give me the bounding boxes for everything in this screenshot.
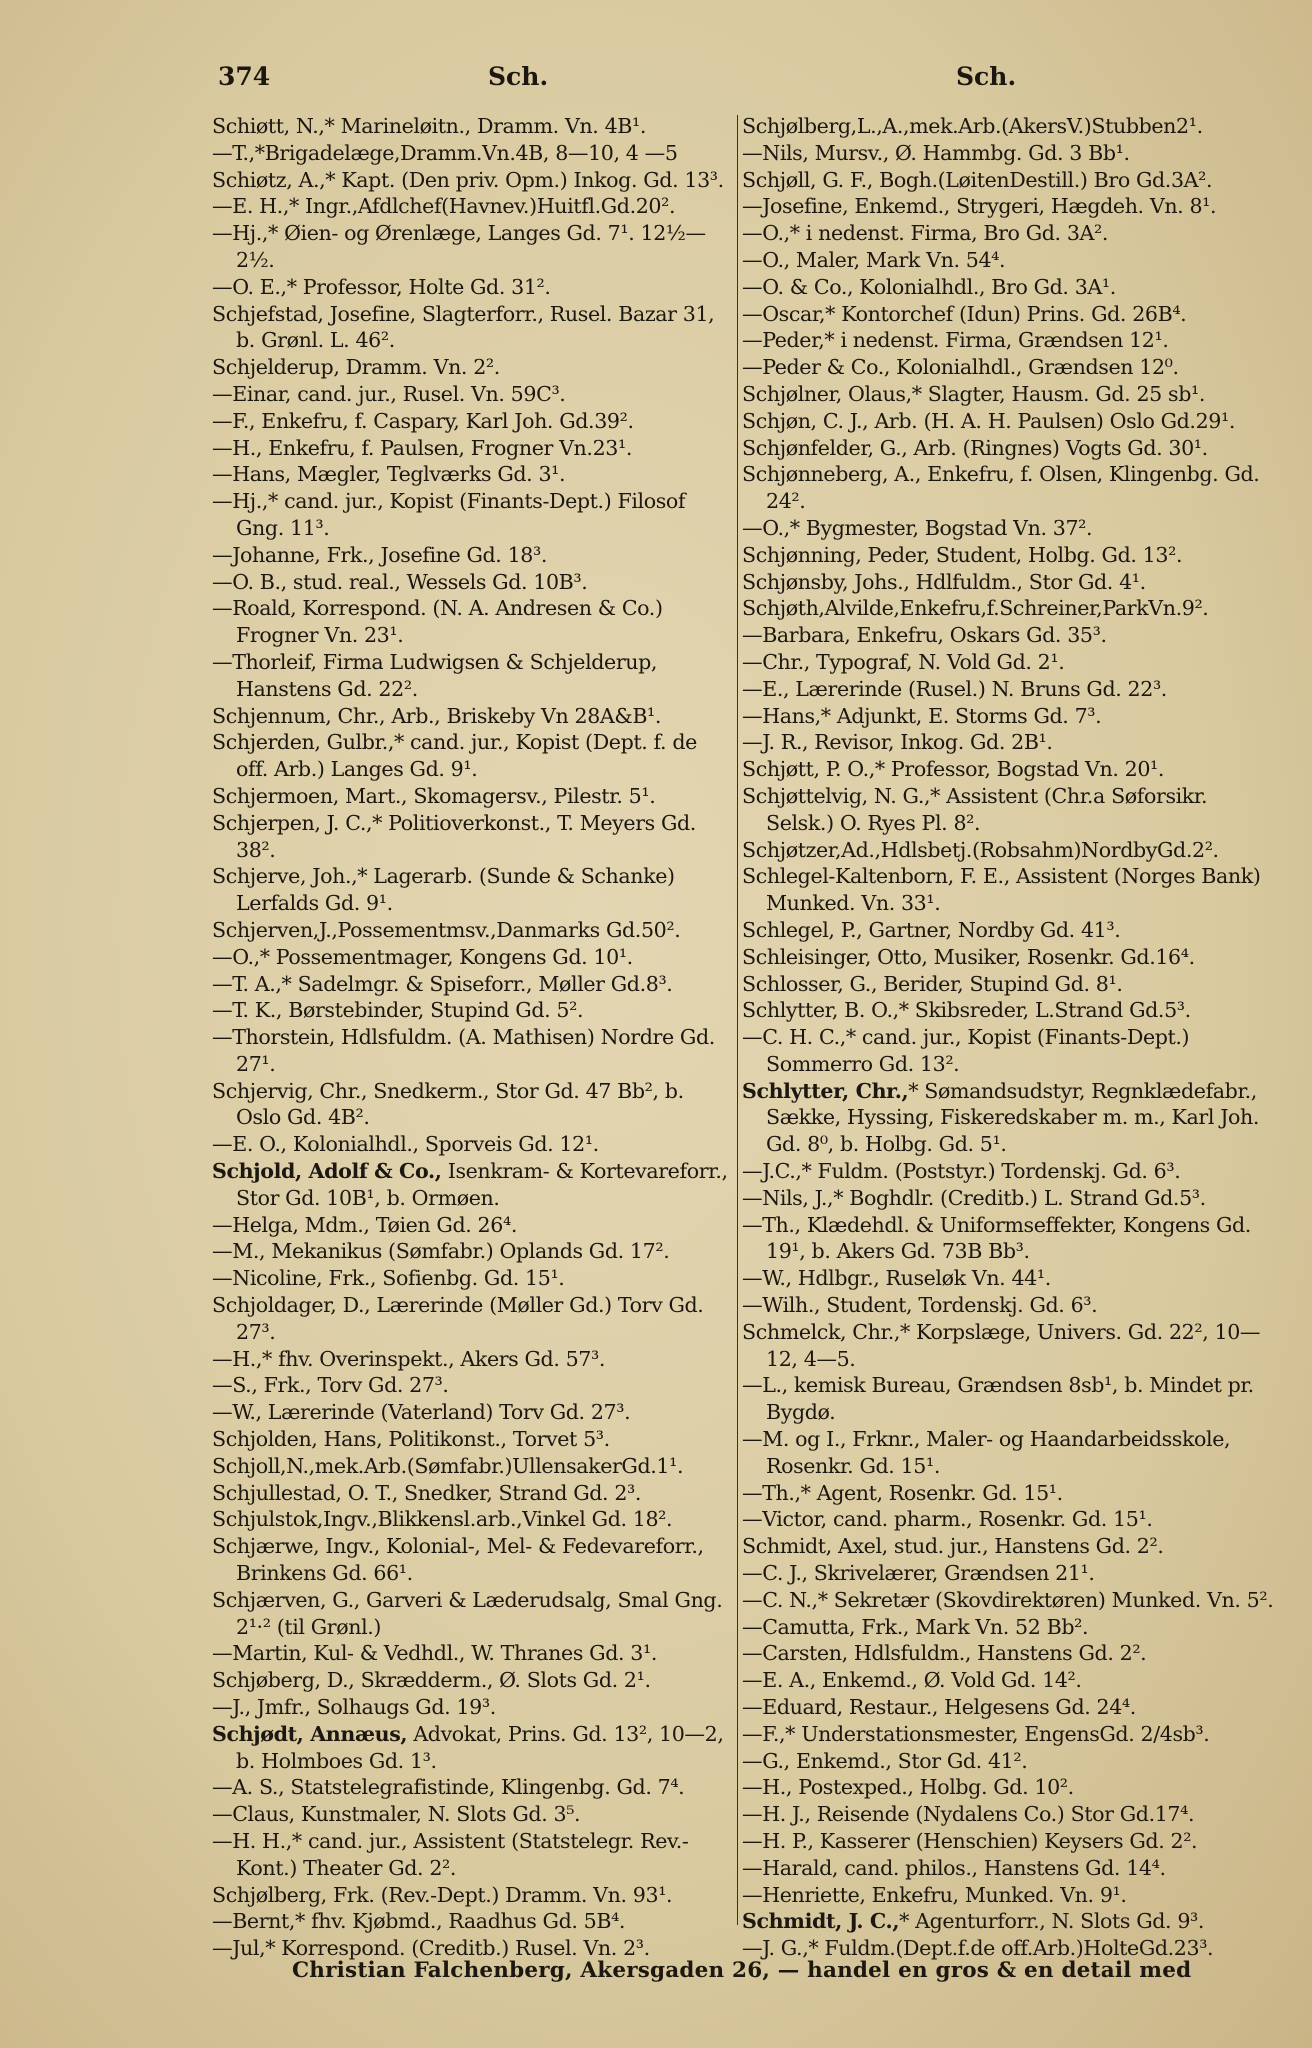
directory-entry: —E., Lærerinde (Rusel.) N. Bruns Gd. 22³. <box>742 676 1167 701</box>
directory-entry: —S., Frk., Torv Gd. 27³. <box>212 1373 449 1398</box>
directory-entry: Schiøtt, N.,* Marineløitn., Dramm. Vn. 4B¹. <box>212 114 647 138</box>
directory-entry: Schmidt, J. C.,* Agenturforr., N. Slots Gd. 9³. <box>742 1909 1205 1934</box>
directory-entry: —Thorstein, Hdlsfuldm. (A. Mathisen) Nordre Gd. 27¹. <box>212 1025 715 1076</box>
directory-entry: —O. E.,* Professor, Holte Gd. 31². <box>212 274 551 299</box>
directory-entry: Schjerve, Joh.,* Lagerarb. (Sunde & Schanke) Lerfalds Gd. 9¹. <box>212 864 675 916</box>
right-column <box>742 113 1278 1962</box>
directory-entry: —Henriette, Enkefru, Munked. Vn. 9¹. <box>742 1882 1127 1907</box>
directory-entry: —T. A.,* Sadelmgr. & Spiseforr., Møller Gd.8³. <box>212 971 673 996</box>
directory-entry: Schjølner, Olaus,* Slagter, Hausm. Gd. 25 sb¹. <box>742 381 1205 406</box>
directory-entry: Schjerden, Gulbr.,* cand. jur., Kopist (Dept. f. de off. Arb.) Langes Gd. 9¹. <box>212 730 697 782</box>
directory-entry: —Einar, cand. jur., Rusel. Vn. 59C³. <box>212 381 566 406</box>
directory-entry: Schjøtt, P. O.,* Professor, Bogstad Vn. 20¹. <box>742 757 1165 782</box>
directory-entry: Schlegel, P., Gartner, Nordby Gd. 41³. <box>742 917 1121 942</box>
directory-entry: Schjøll, G. F., Bogh.(LøitenDestill.) Bro Gd.3A². <box>742 167 1213 192</box>
directory-entry: —Victor, cand. pharm., Rosenkr. Gd. 15¹. <box>742 1507 1153 1532</box>
directory-entry: Schlosser, G., Berider, Stupind Gd. 8¹. <box>742 971 1123 996</box>
directory-entry: —Th., Klædehdl. & Uniformseffekter, Kongens Gd. 19¹, b. Akers Gd. 73B Bb³. <box>742 1212 1251 1264</box>
directory-entry: —A. S., Statstelegrafistinde, Klingenbg. Gd. 7⁴. <box>212 1775 685 1800</box>
page-header <box>0 52 1312 102</box>
directory-entry: —H., Postexped., Holbg. Gd. 10². <box>742 1775 1074 1800</box>
directory-entry: Schleisinger, Otto, Musiker, Rosenkr. Gd.16⁴. <box>742 944 1195 969</box>
directory-entry: —C. J., Skrivelærer, Grændsen 21¹. <box>742 1561 1095 1586</box>
directory-entry: —J.C.,* Fuldm. (Poststyr.) Tordenskj. Gd. 6³. <box>742 1159 1181 1184</box>
directory-entry: —H., Enkefru, f. Paulsen, Frogner Vn.23¹. <box>212 435 632 460</box>
directory-entry: —Martin, Kul- & Vedhdl., W. Thranes Gd. 3¹. <box>212 1641 657 1666</box>
directory-entry: Schjøberg, D., Skrædderm., Ø. Slots Gd. 2¹. <box>212 1668 651 1693</box>
directory-entry: —L., kemisk Bureau, Grændsen 8sb¹, b. Mindet pr. Bygdø. <box>742 1373 1254 1425</box>
directory-entry: —W., Hdlbgr., Ruseløk Vn. 44¹. <box>742 1266 1051 1291</box>
directory-entry: Schjoll,N.,mek.Arb.(Sømfabr.)UllensakerGd.1¹. <box>212 1453 684 1478</box>
directory-entry: —Oscar,* Kontorchef (Idun) Prins. Gd. 26B⁴. <box>742 301 1187 326</box>
entry-bold-name: Schjødt, Annæus, <box>212 1721 408 1746</box>
directory-entry: Schjennum, Chr., Arb., Briskeby Vn 28A&B¹. <box>212 703 662 728</box>
directory-entry: —H.,* fhv. Overinspekt., Akers Gd. 57³. <box>212 1346 606 1371</box>
directory-entry: Schjelderup, Dramm. Vn. 2². <box>212 355 500 380</box>
directory-entry: Schlegel-Kaltenborn, F. E., Assistent (Norges Bank) Munked. Vn. 33¹. <box>742 864 1261 916</box>
directory-entry: Schjefstad, Josefine, Slagterforr., Rusel. Bazar 31, b. Grønl. L. 46². <box>212 301 715 353</box>
directory-entry: Schjold, Adolf & Co., Isenkram- & Kortevareforr., Stor Gd. 10B¹, b. Ormøen. <box>212 1159 728 1210</box>
directory-entry: Schmidt, Axel, stud. jur., Hanstens Gd. 2². <box>742 1534 1164 1559</box>
left-running-head: Sch. <box>488 62 549 91</box>
directory-entry: —Peder & Co., Kolonialhdl., Grændsen 12⁰. <box>742 355 1179 380</box>
directory-entry: —Nils, Mursv., Ø. Hammbg. Gd. 3 Bb¹. <box>742 140 1130 165</box>
directory-entry: —Nils, J.,* Boghdlr. (Creditb.) L. Strand Gd.5³. <box>742 1185 1206 1210</box>
directory-entry: Schjødt, Annæus, Advokat, Prins. Gd. 13², 10—2, b. Holmboes Gd. 1³. <box>212 1721 724 1773</box>
directory-entry: Schjulstok,Ingv.,Blikkensl.arb.,Vinkel Gd. 18². <box>212 1507 673 1532</box>
directory-entry: —Hans, Mægler, Teglværks Gd. 3¹. <box>212 462 566 487</box>
directory-entry: Schjønfelder, G., Arb. (Ringnes) Vogts Gd. 30¹. <box>742 435 1208 460</box>
directory-entry: —Peder,* i nedenst. Firma, Grændsen 12¹. <box>742 328 1169 353</box>
directory-entry: —Roald, Korrespond. (N. A. Andresen & Co.) Frogner Vn. 23¹. <box>212 596 663 648</box>
directory-entry: —Barbara, Enkefru, Oskars Gd. 35³. <box>742 623 1107 648</box>
directory-entry: —Claus, Kunstmaler, N. Slots Gd. 3⁵. <box>212 1802 581 1827</box>
directory-entry: —F.,* Understationsmester, EngensGd. 2/4sb³. <box>742 1721 1210 1746</box>
directory-entry: Schjønning, Peder, Student, Holbg. Gd. 13². <box>742 542 1183 567</box>
page-number: 374 <box>218 62 271 91</box>
directory-entry: Schjøth,Alvilde,Enkefru,f.Schreiner,ParkVn.9². <box>742 596 1209 621</box>
directory-entry: —Nicoline, Frk., Sofienbg. Gd. 15¹. <box>212 1266 565 1291</box>
directory-entry: —Harald, cand. philos., Hanstens Gd. 14⁴. <box>742 1855 1166 1880</box>
entry-bold-name: Schlytter, Chr., <box>742 1078 909 1103</box>
directory-entry: —C. H. C.,* cand. jur., Kopist (Finants-Dept.) Sommerro Gd. 13². <box>742 1025 1190 1076</box>
directory-entry: —M. og I., Frknr., Maler- og Haandarbeidsskole, Rosenkr. Gd. 15¹. <box>742 1427 1231 1478</box>
directory-entry: —Chr., Typograf, N. Vold Gd. 2¹. <box>742 649 1065 674</box>
directory-entry: —J. G.,* Fuldm.(Dept.f.de off.Arb.)HolteGd.23³. <box>742 1936 1214 1961</box>
directory-entry: —O.,* Bygmester, Bogstad Vn. 37². <box>742 515 1093 540</box>
directory-entry: Schjolden, Hans, Politikonst., Torvet 5³. <box>212 1427 610 1452</box>
directory-entry: Schjermoen, Mart., Skomagersv., Pilestr. 5¹. <box>212 783 656 808</box>
directory-entry: —Bernt,* fhv. Kjøbmd., Raadhus Gd. 5B⁴. <box>212 1909 626 1934</box>
directory-entry: Schjølberg,L.,A.,mek.Arb.(AkersV.)Stubben2¹. <box>742 114 1203 138</box>
directory-entry: Schjøtzer,Ad.,Hdlsbetj.(Robsahm)NordbyGd.2². <box>742 837 1219 862</box>
directory-entry: —H. H.,* cand. jur., Assistent (Statstelegr. Rev.-Kont.) Theater Gd. 2². <box>212 1829 689 1880</box>
directory-entry: —J., Jmfr., Solhaugs Gd. 19³. <box>212 1695 496 1720</box>
directory-entry: —W., Lærerinde (Vaterland) Torv Gd. 27³. <box>212 1400 631 1425</box>
directory-entry: —C. N.,* Sekretær (Skovdirektøren) Munked. Vn. 5². <box>742 1587 1274 1612</box>
directory-entry: Schjøn, C. J., Arb. (H. A. H. Paulsen) Oslo Gd.29¹. <box>742 408 1235 433</box>
directory-entry: —Helga, Mdm., Tøien Gd. 26⁴. <box>212 1212 517 1237</box>
directory-entry: —M., Mekanikus (Sømfabr.) Oplands Gd. 17². <box>212 1239 670 1264</box>
directory-entry: Schmelck, Chr.,* Korpslæge, Univers. Gd. 22², 10—12, 4—5. <box>742 1319 1261 1371</box>
directory-entry: —E. O., Kolonialhdl., Sporveis Gd. 12¹. <box>212 1132 599 1157</box>
directory-entry: —O., Maler, Mark Vn. 54⁴. <box>742 247 1006 272</box>
directory-entry: —Hj.,* cand. jur., Kopist (Finants-Dept.) Filosof Gng. 11³. <box>212 489 686 540</box>
directory-entry: Schjøttelvig, N. G.,* Assistent (Chr.a Søforsikr. Selsk.) O. Ryes Pl. 8². <box>742 783 1208 835</box>
directory-entry: —Thorleif, Firma Ludwigsen & Schjelderup, Hanstens Gd. 22². <box>212 649 658 701</box>
entry-bold-name: Schmidt, J. C., <box>742 1909 900 1934</box>
directory-entry: —H. P., Kasserer (Henschien) Keysers Gd. 2². <box>742 1829 1198 1853</box>
footer-advertisement: Christian Falchenberg, Akersgaden 26, — handel en gros & en detail med <box>292 1958 1192 1983</box>
directory-entry: Schjærven, G., Garveri & Læderudsalg, Smal Gng. 2¹·² (til Grønl.) <box>212 1587 723 1639</box>
directory-entry: —T. K., Børstebinder, Stupind Gd. 5². <box>212 998 584 1023</box>
directory-entry: Schiøtz, A.,* Kapt. (Den priv. Opm.) Inkog. Gd. 13³. <box>212 167 724 192</box>
directory-entry: —H. J., Reisende (Nydalens Co.) Stor Gd.17⁴. <box>742 1802 1195 1827</box>
directory-entry: —Wilh., Student, Tordenskj. Gd. 6³. <box>742 1293 1098 1318</box>
column-divider <box>737 115 738 1925</box>
directory-entry: Schjønsby, Johs., Hdlfuldm., Stor Gd. 4¹. <box>742 569 1146 594</box>
directory-entry: —Hans,* Adjunkt, E. Storms Gd. 7³. <box>742 703 1102 728</box>
directory-entry: Schjervig, Chr., Snedkerm., Stor Gd. 47 Bb², b. Oslo Gd. 4B². <box>212 1078 684 1130</box>
directory-entry: —Johanne, Frk., Josefine Gd. 18³. <box>212 542 547 567</box>
directory-entry: —O. & Co., Kolonialhdl., Bro Gd. 3A¹. <box>742 274 1116 299</box>
directory-entry: —T.,*Brigadelæge,Dramm.Vn.4B, 8—10, 4 —5 <box>212 140 678 165</box>
directory-entry: —Camutta, Frk., Mark Vn. 52 Bb². <box>742 1614 1089 1639</box>
directory-entry: —Hj.,* Øien- og Ørenlæge, Langes Gd. 7¹. 12½—2½. <box>212 221 706 272</box>
directory-entry: Schjønneberg, A., Enkefru, f. Olsen, Klingenbg. Gd. 24². <box>742 462 1260 514</box>
directory-entry: Schjullestad, O. T., Snedker, Strand Gd. 2³. <box>212 1480 642 1505</box>
directory-entry: Schlytter, Chr.,* Sømandsudstyr, Regnklædefabr., Sække, Hyssing, Fiskeredskaber m. m., Karl Joh. Gd. 8⁰, b. Holbg. Gd. 5¹. <box>742 1078 1260 1157</box>
directory-entry: —Eduard, Restaur., Helgesens Gd. 24⁴. <box>742 1695 1136 1720</box>
directory-entry: Schjerpen, J. C.,* Politioverkonst., T. Meyers Gd. 38². <box>212 810 696 862</box>
directory-entry: —Jul,* Korrespond. (Creditb.) Rusel. Vn. 2³. <box>212 1936 650 1961</box>
directory-entry: —E. A., Enkemd., Ø. Vold Gd. 14². <box>742 1668 1082 1693</box>
directory-entry: —O. B., stud. real., Wessels Gd. 10B³. <box>212 569 588 594</box>
directory-entry: —F., Enkefru, f. Caspary, Karl Joh. Gd.39². <box>212 408 634 433</box>
entry-bold-name: Schjold, Adolf & Co., <box>212 1159 442 1184</box>
directory-entry: —Josefine, Enkemd., Strygeri, Hægdeh. Vn. 8¹. <box>742 194 1217 219</box>
directory-entry: —Carsten, Hdlsfuldm., Hanstens Gd. 2². <box>742 1641 1147 1666</box>
directory-entry: —G., Enkemd., Stor Gd. 41². <box>742 1748 1028 1773</box>
directory-entry: Schjoldager, D., Lærerinde (Møller Gd.) Torv Gd. 27³. <box>212 1293 704 1344</box>
right-running-head: Sch. <box>956 62 1017 91</box>
directory-entry: —Th.,* Agent, Rosenkr. Gd. 15¹. <box>742 1480 1063 1505</box>
directory-entry: —E. H.,* Ingr.,Afdlchef(Havnev.)Huitfl.Gd.20². <box>212 194 676 219</box>
directory-entry: Schjølberg, Frk. (Rev.-Dept.) Dramm. Vn. 93¹. <box>212 1882 673 1907</box>
left-column <box>212 113 732 1962</box>
directory-entry: —J. R., Revisor, Inkog. Gd. 2B¹. <box>742 730 1053 755</box>
directory-entry: Schjerven,J.,Possementmsv.,Danmarks Gd.50². <box>212 917 681 942</box>
directory-entry: —O.,* Possementmager, Kongens Gd. 10¹. <box>212 944 633 969</box>
directory-entry: Schlytter, B. O.,* Skibsreder, L.Strand Gd.5³. <box>742 998 1191 1023</box>
directory-entry: Schjærwe, Ingv., Kolonial-, Mel- & Fedevareforr., Brinkens Gd. 66¹. <box>212 1534 704 1586</box>
directory-entry: —O.,* i nedenst. Firma, Bro Gd. 3A². <box>742 221 1109 246</box>
